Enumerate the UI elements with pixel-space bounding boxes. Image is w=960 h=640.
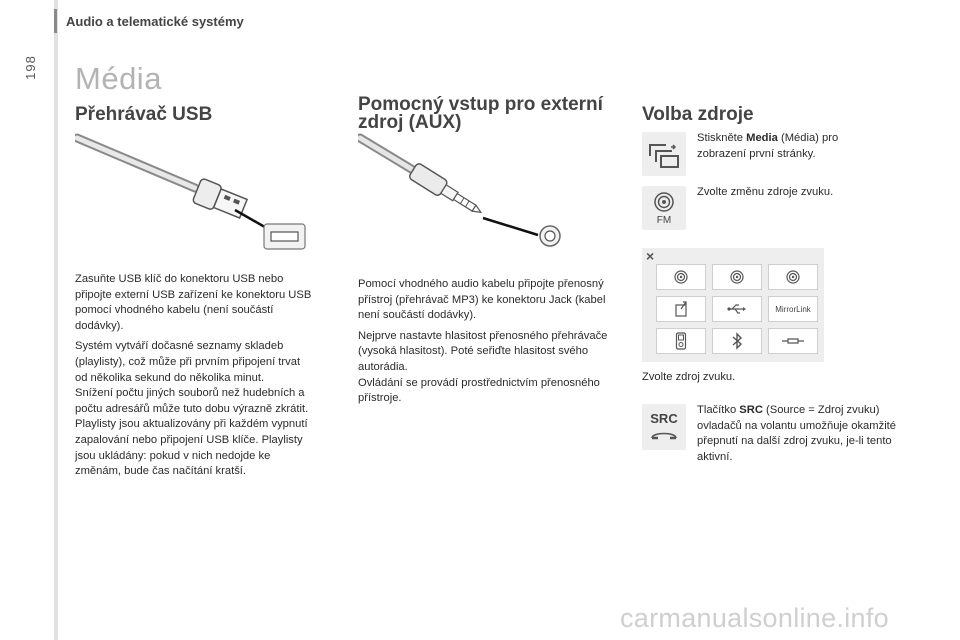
radio-fm-icon (642, 186, 686, 216)
aux-heading-line: zdroj (AUX) (358, 112, 462, 133)
source-heading: Volba zdroje (642, 104, 754, 125)
usb-text (75, 272, 315, 480)
steering-phone-icon (650, 429, 678, 443)
aux-jack-illustration (358, 130, 578, 255)
src-label: SRC (650, 411, 678, 426)
radio-icon (729, 269, 745, 285)
source-radio-button[interactable] (712, 264, 762, 290)
page-margin-bar (54, 0, 58, 640)
radio-icon (673, 269, 689, 285)
usb-paragraph: Snížení počtu jiných souborů než hudebních a počtu adresářů může tuto dobu výrazně zkrátit. (75, 387, 309, 415)
ipod-icon (675, 332, 687, 350)
media-icon (642, 132, 686, 176)
page-title: Média (75, 61, 162, 96)
media-keyword: Media (746, 132, 778, 144)
usb-illustration (75, 130, 315, 255)
src-steering-button[interactable] (642, 404, 686, 450)
media-button[interactable] (642, 132, 686, 176)
usb-paragraph: Zasuňte USB klíč do konektoru USB nebo připojte externí USB zařízení ke konektoru USB pomocí vhodného kabelu (není součástí dodávky). (75, 273, 312, 332)
source-mirrorlink-button[interactable] (768, 296, 818, 322)
fm-label: FM (656, 215, 672, 226)
source-phone-button[interactable] (656, 296, 706, 322)
usb-paragraph: Systém vytváří dočasné seznamy skladeb (playlisty), což může při prvním připojení trvat od několika sekund do několika minut. (75, 340, 301, 384)
source-radio-button[interactable] (656, 264, 706, 290)
source-usb-button[interactable] (712, 296, 762, 322)
src-keyword: SRC (739, 404, 763, 416)
usb-icon (727, 303, 747, 315)
usb-paragraph: Playlisty jsou aktualizovány při každém vypnutí zapalování nebo připojení USB klíče. Playlisty jsou ukládány: pokud v nich nedojde ke změnám, bude čas načítání kratší. (75, 418, 308, 478)
aux-paragraph: Nejprve nastavte hlasitost přenosného přehrávače (vysoká hlasitost). Poté seřiďte hlasitost svého autorádia. (358, 329, 608, 373)
jack-aux-icon (781, 336, 805, 346)
header-marker (54, 9, 57, 33)
source-ipod-button[interactable] (656, 328, 706, 354)
step-text-part: Tlačítko (697, 404, 740, 416)
step-source-text: Zvolte změnu zdroje zvuku. (697, 186, 834, 198)
step-src-text (697, 403, 907, 465)
aux-paragraph: Pomocí vhodného audio kabelu připojte přenosný přístroj (přehrávač MP3) ke konektoru Jack (kabel není součástí dodávky). (358, 278, 606, 322)
radio-source-button[interactable] (642, 186, 686, 230)
aux-paragraph: Ovládání se provádí prostřednictvím přenosného přístroje. (358, 376, 600, 405)
source-aux-button[interactable] (768, 328, 818, 354)
step-text-part: (Média) pro zobrazení první stránky. (697, 132, 839, 160)
step-media-text (697, 131, 867, 162)
aux-heading-line: Pomocný vstup pro externí (358, 94, 603, 115)
watermark: carmanualsonline.info (620, 603, 889, 633)
source-selection-panel (642, 248, 824, 362)
aux-text (358, 277, 618, 407)
source-bluetooth-button[interactable] (712, 328, 762, 354)
step-select-text: Zvolte zdroj zvuku. (642, 371, 736, 383)
source-radio-button[interactable] (768, 264, 818, 290)
section-header: Audio a telematické systémy (66, 14, 244, 29)
mirrorlink-label: MirrorLink (775, 304, 811, 314)
panel-close-button[interactable]: × (646, 248, 655, 264)
page-number: 198 (22, 55, 38, 80)
step-text-part: Stiskněte (697, 132, 747, 144)
phone-icon (672, 300, 690, 318)
radio-icon (785, 269, 801, 285)
bluetooth-icon (731, 332, 743, 350)
aux-heading (358, 96, 603, 132)
step-text-part: (Source = Zdroj zvuku) ovladačů na volantu umožňuje okamžité přepnutí na další zdroj zvuku, je-li tento aktivní. (697, 404, 897, 463)
usb-heading: Přehrávač USB (75, 104, 213, 125)
